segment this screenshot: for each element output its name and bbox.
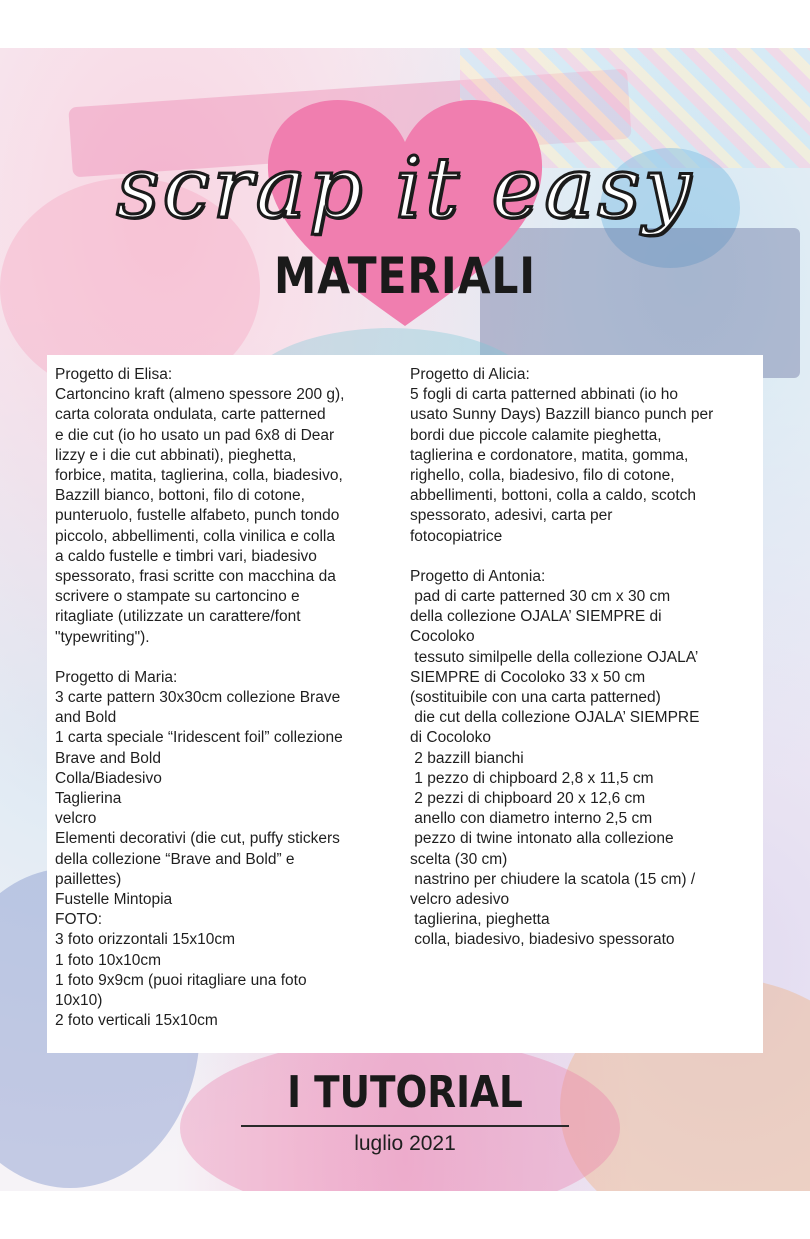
material-line: Fustelle Mintopia [55,891,173,909]
material-line: "typewriting"). [55,628,150,646]
project-heading: Progetto di Antonia: [410,567,546,585]
project-block [55,668,400,1032]
material-line: e die cut (io ho usato un pad 6x8 di Dear [55,426,335,444]
material-line: di Cocoloko [410,729,491,747]
material-line: die cut della collezione OJALA’ SIEMPRE [410,709,700,727]
material-line: (sostituibile con una carta patterned) [410,689,661,707]
material-line: pad di carte patterned 30 cm x 30 cm [410,588,671,606]
material-line: bordi due piccole calamite pieghetta, [410,426,662,444]
material-line: paillettes) [55,870,122,888]
material-line: velcro adesivo [410,891,510,909]
material-line: punteruolo, fustelle alfabeto, punch tondo [55,507,340,525]
material-line: and Bold [55,709,117,727]
project-heading: Progetto di Elisa: [55,366,173,383]
material-line: 2 foto verticali 15x10cm [55,1012,218,1030]
material-line: piccolo, abbellimenti, colla vinilica e colla [55,527,335,545]
material-line: spessorato, frasi scritte con macchina da [55,568,336,586]
material-line: forbice, matita, taglierina, colla, biadesivo, [55,467,343,485]
material-line: FOTO: [55,911,103,929]
material-line: tessuto similpelle della collezione OJALA’ [410,648,699,666]
material-line: a caldo fustelle e timbri vari, biadesivo [55,547,317,565]
section-title: MATERIALI [274,247,536,305]
material-line: 3 foto orizzontali 15x10cm [55,931,236,949]
material-line: pezzo di twine intonato alla collezione [410,830,674,848]
material-line: abbellimenti, bottoni, colla a caldo, scotch [410,487,697,505]
material-line: lizzy e i die cut abbinati), pieghetta, [55,446,297,464]
material-line: carta colorata ondulata, carte patterned [55,406,326,424]
project-block [410,567,760,951]
material-line: 5 fogli di carta patterned abbinati (io ho [410,386,678,404]
project-block [410,365,760,547]
bottom-margin [0,1191,810,1239]
material-line: ritagliate (utilizzate un carattere/font [55,608,301,626]
material-line: Elementi decorativi (die cut, puffy stickers [55,830,340,848]
material-line: Brave and Bold [55,749,161,767]
material-line: fotocopiatrice [410,527,503,545]
material-line: usato Sunny Days) Bazzill bianco punch per [410,406,714,424]
material-line: 1 pezzo di chipboard 2,8 x 11,5 cm [410,769,654,787]
material-line: 1 foto 9x9cm (puoi ritagliare una foto [55,971,307,989]
footer-title: I TUTORIAL [287,1067,523,1118]
material-line: 2 bazzill bianchi [410,749,524,767]
material-line: Bazzill bianco, bottoni, filo di cotone, [55,487,305,505]
material-line: 1 carta speciale “Iridescent foil” collezione [55,729,343,747]
material-line: della collezione OJALA’ SIEMPRE di [410,608,662,626]
material-line: della collezione “Brave and Bold” e [55,850,295,868]
right-column-content [410,365,760,951]
material-line: taglierina e cordonatore, matita, gomma, [410,446,689,464]
footer-date: luglio 2021 [354,1132,456,1155]
material-line: Cartoncino kraft (almeno spessore 200 g), [55,386,345,404]
material-line: spessorato, adesivi, carta per [410,507,613,525]
material-line: nastrino per chiudere la scatola (15 cm) / [410,870,696,888]
material-line: 1 foto 10x10cm [55,951,161,969]
right-column [410,365,760,971]
material-line: velcro [55,810,97,828]
material-line: 2 pezzi di chipboard 20 x 12,6 cm [410,790,646,808]
material-line: Cocoloko [410,628,475,646]
material-line: taglierina, pieghetta [410,911,550,929]
material-line: Colla/Biadesivo [55,769,162,787]
footer-divider [241,1125,569,1127]
material-line: SIEMPRE di Cocoloko 33 x 50 cm [410,668,646,686]
material-line: scrivere o stampate su cartoncino e [55,588,300,606]
material-line: 3 carte pattern 30x30cm collezione Brave [55,689,341,707]
materials-card [47,355,763,1053]
script-title: scrap it easy [116,139,694,237]
material-line: righello, colla, biadesivo, filo di cotone, [410,467,675,485]
project-heading: Progetto di Maria: [55,668,178,686]
left-column [55,365,400,1052]
material-line: colla, biadesivo, biadesivo spessorato [410,931,675,949]
project-heading: Progetto di Alicia: [410,366,530,383]
left-column-content [55,365,400,1032]
material-line: Taglierina [55,790,122,808]
material-line: anello con diametro interno 2,5 cm [410,810,653,828]
material-line: 10x10) [55,992,103,1010]
material-line: scelta (30 cm) [410,850,508,868]
project-block [55,365,400,648]
